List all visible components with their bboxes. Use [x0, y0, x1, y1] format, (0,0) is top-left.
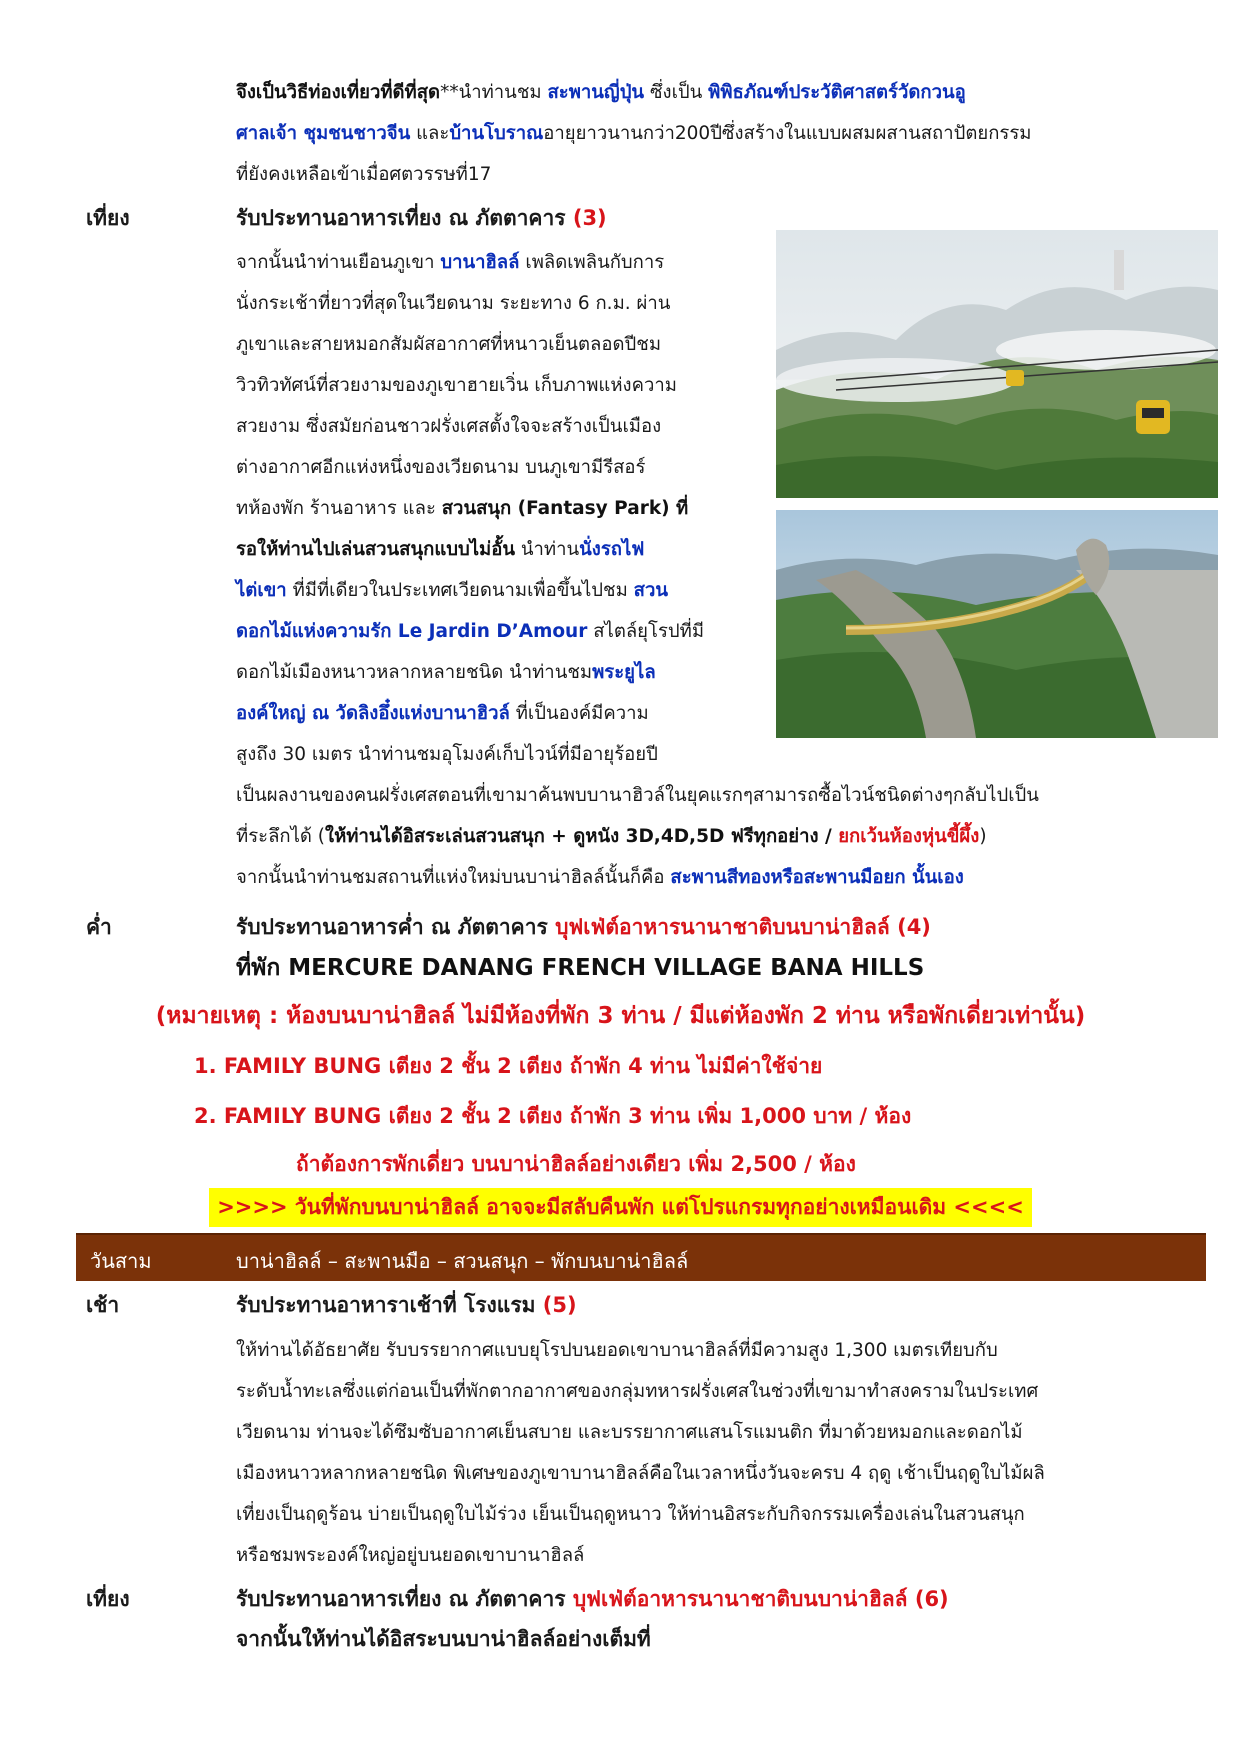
bana-line-7: ทห้องพัก ร้านอาหาร และ สวนสนุก (Fantasy Park) ที่	[236, 498, 689, 519]
dinner-heading: รับประทานอาหารค่ำ ณ ภัตตาคาร บุฟเฟ่ต์อาหารนานาชาติบนบาน่าฮิลล์ (4)	[236, 915, 931, 939]
bana-line-16: จากนั้นนำท่านชมสถานที่แห่งใหม่บนบาน่าฮิลล์นั้นก็คือ สะพานสีทองหรือสะพานมือยก นั้นเอง	[236, 867, 964, 888]
breakfast-heading: รับประทานอาหาราเช้าที่ โรงแรม (5)	[236, 1293, 577, 1317]
day-three-title: บาน่าฮิลล์ – สะพานมือ – สวนสนุก – พักบนบาน่าฮิลล์	[236, 1249, 689, 1273]
breakfast-line-6: หรือชมพระองค์ใหญ่อยู่บนยอดเขาบานาฮิลล์	[236, 1545, 585, 1566]
bana-line-15: ที่ระลึกได้ (ให้ท่านได้อิสระเล่นสวนสนุก + ดูหนัง 3D,4D,5D ฟรีทุกอย่าง / ยกเว้นห้องหุ่นขี้ผึ้ง)	[236, 826, 987, 847]
day-three-bar	[76, 1233, 1206, 1281]
bana-line-1: จากนั้นนำท่านเยือนภูเขา บานาฮิลล์ เพลิดเพลินกับการ	[236, 252, 665, 273]
breakfast-line-4: เมืองหนาวหลากหลายชนิด พิเศษของภูเขาบานาฮิลล์คือในเวลาหนึ่งวันจะครบ 4 ฤดู เช้าเป็นฤดูใบไม้ผลิ	[236, 1463, 1045, 1484]
cable-car-photo	[776, 230, 1218, 498]
highlight-note: >>>> วันที่พักบนบาน่าฮิลล์ อาจจะมีสลับคืนพัก แต่โปรแกรมทุกอย่างเหมือนเดิม <<<<	[209, 1188, 1032, 1227]
golden-bridge-photo	[776, 510, 1218, 738]
bana-line-6: ต่างอากาศอีกแห่งหนึ่งของเวียดนาม บนภูเขามีรีสอร์	[236, 457, 646, 478]
lunch2-label: เที่ยง	[86, 1587, 130, 1611]
room-note: (หมายเหตุ : ห้องบนบาน่าฮิลล์ ไม่มีห้องที่พัก 3 ท่าน / มีแต่ห้องพัก 2 ท่าน หรือพักเดี่ยวเท่านั้น)	[155, 1003, 1086, 1029]
breakfast-label: เช้า	[86, 1293, 120, 1317]
bana-line-10: ดอกไม้แห่งความรัก Le Jardin D’Amour สไตล์ยุโรปที่มี	[236, 621, 705, 642]
bana-line-5: สวยงาม ซึ่งสมัยก่อนชาวฝรั่งเศสตั้งใจจะสร้างเป็นเมือง	[236, 416, 662, 437]
bana-line-13: สูงถึง 30 เมตร นำท่านชมอุโมงค์เก็บไวน์ที่มีอายุร้อยปี	[236, 744, 658, 765]
bana-line-11: ดอกไม้เมืองหนาวหลากหลายชนิด นำท่านชมพระยูไล	[236, 662, 656, 683]
breakfast-line-2: ระดับน้ำทะเลซึ่งแต่ก่อนเป็นที่พักตากอากาศของกลุ่มทหารฝรั่งเศสในช่วงที่เขามาทำสงครามในประเทศ	[236, 1381, 1039, 1402]
bana-line-14: เป็นผลงานของคนฝรั่งเศสตอนที่เขามาค้นพบบานาฮิวล์ในยุคแรกๆสามารถซื้อไวน์ชนิดต่างๆกลับไปเป็น	[236, 785, 1039, 806]
dinner-label: ค่ำ	[86, 915, 112, 939]
breakfast-line-1: ให้ท่านได้อัธยาศัย รับบรรยากาศแบบยุโรปบนยอดเขาบานาฮิลล์ที่มีความสูง 1,300 เมตรเทียบกับ	[236, 1340, 998, 1361]
day-three-label: วันสาม	[90, 1249, 152, 1273]
bana-line-9: ไต่เขา ที่มีที่เดียวในประเทศเวียดนามเพื่อขึ้นไปชม สวน	[236, 580, 668, 601]
lunch2-heading: รับประทานอาหารเที่ยง ณ ภัตตาคาร บุฟเฟ่ต์อาหารนานาชาติบนบาน่าฮิลล์ (6)	[236, 1587, 949, 1611]
intro-line-1: จึงเป็นวิธีท่องเที่ยวที่ดีที่สุด**นำท่านชม สะพานญี่ปุ่น ซึ่งเป็น พิพิธภัณฑ์ประวัติศาสตร์วัดกวนอู	[236, 82, 966, 103]
room-note-2: 2. FAMILY BUNG เตียง 2 ชั้น 2 เตียง ถ้าพัก 3 ท่าน เพิ่ม 1,000 บาท / ห้อง	[194, 1104, 912, 1128]
breakfast-line-3: เวียดนาม ท่านจะได้ซึมซับอากาศเย็นสบาย และบรรยากาศแสนโรแมนติก ที่มาด้วยหมอกและดอกไม้	[236, 1422, 1023, 1443]
highlight-note-wrap	[0, 1188, 1241, 1227]
intro-line-3: ที่ยังคงเหลือเข้าเมื่อศตวรรษที่17	[236, 164, 492, 185]
breakfast-line-5: เที่ยงเป็นฤดูร้อน บ่ายเป็นฤดูใบไม้ร่วง เย็นเป็นฤดูหนาว ให้ท่านอิสระกับกิจกรรมเครื่องเล่นในสวนสนุก	[236, 1504, 1025, 1525]
bana-line-2: นั่งกระเช้าที่ยาวที่สุดในเวียดนาม ระยะทาง 6 ก.ม. ผ่าน	[236, 293, 671, 314]
room-note-1: 1. FAMILY BUNG เตียง 2 ชั้น 2 เตียง ถ้าพัก 4 ท่าน ไม่มีค่าใช้จ่าย	[194, 1054, 823, 1078]
bana-line-4: วิวทิวทัศน์ที่สวยงามของภูเขาฮายเวิ่น เก็บภาพแห่งความ	[236, 375, 677, 396]
bana-line-8: รอให้ท่านไปเล่นสวนสนุกแบบไม่อั้น นำท่านนั่งรถไฟ	[236, 539, 645, 560]
bana-line-3: ภูเขาและสายหมอกสัมผัสอากาศที่หนาวเย็นตลอดปีชม	[236, 334, 662, 355]
lunch-label: เที่ยง	[86, 206, 130, 230]
intro-line-2: ศาลเจ้า ชุมชนชาวจีน และบ้านโบราณอายุยาวนานกว่า200ปีซึ่งสร้างในแบบผสมผสานสถาปัตยกรรม	[236, 123, 1032, 144]
room-note-3: ถ้าต้องการพักเดี่ยว บนบาน่าฮิลล์อย่างเดียว เพิ่ม 2,500 / ห้อง	[296, 1152, 856, 1176]
lunch2-after: จากนั้นให้ท่านได้อิสระบนบาน่าฮิลล์อย่างเต็มที่	[236, 1627, 651, 1651]
hotel-name: ที่พัก MERCURE DANANG FRENCH VILLAGE BANA HILLS	[236, 955, 925, 981]
lunch-heading: รับประทานอาหารเที่ยง ณ ภัตตาคาร (3)	[236, 206, 607, 230]
bana-line-12: องค์ใหญ่ ณ วัดลิงอึ๋งแห่งบานาฮิวล์ ที่เป็นองค์มีความ	[236, 703, 649, 724]
